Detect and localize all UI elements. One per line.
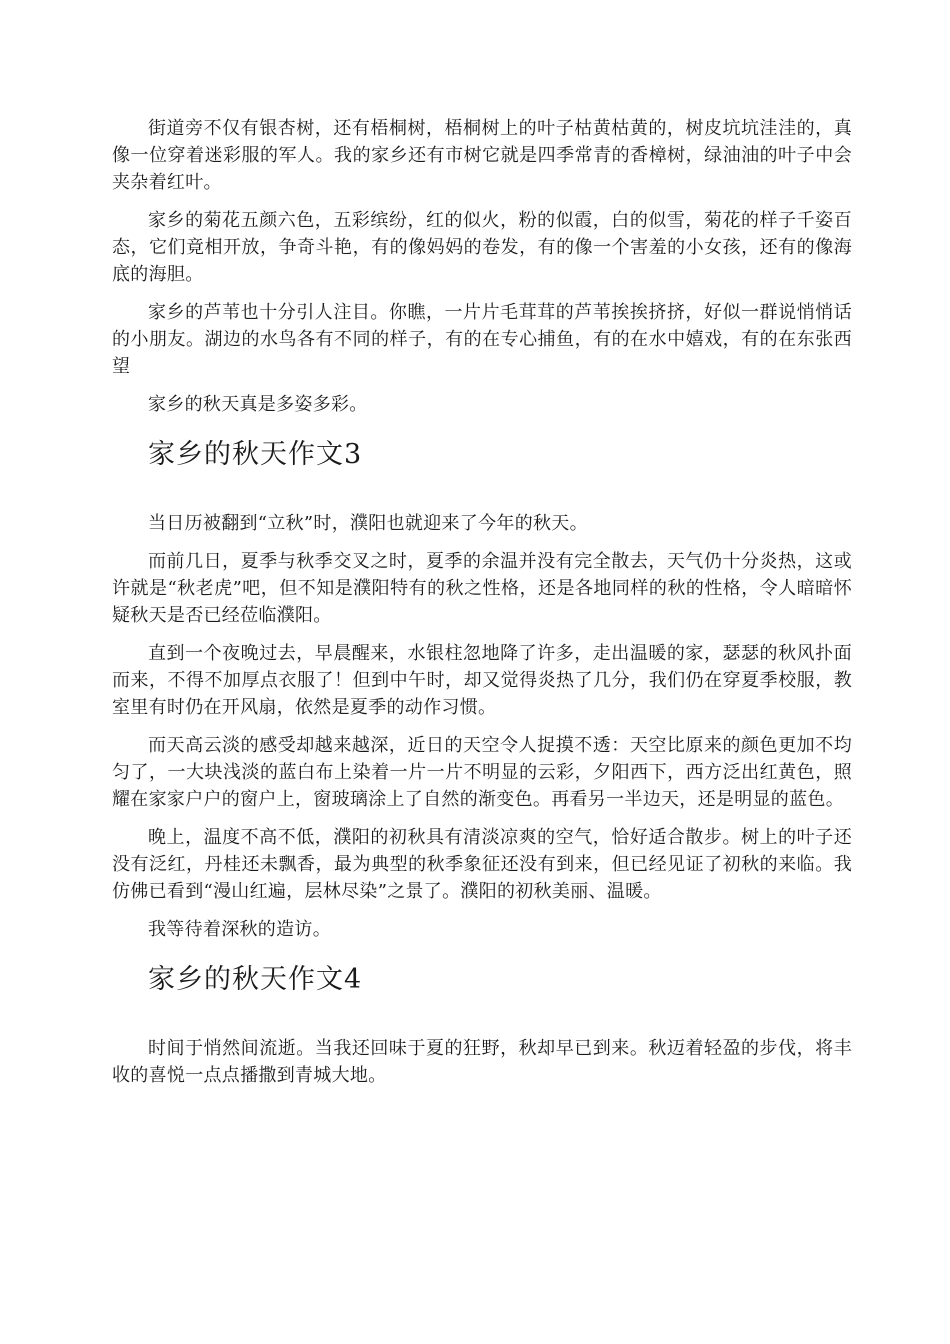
paragraph: 我等待着深秋的造访。 [148, 919, 331, 940]
paragraph: 而前几日，夏季与秋季交叉之时，夏季的余温并没有完全散去，天气仍十分炎热，这或许就是“秋老虎”吧，但不知是濮阳特有的秋之性格，还是各地同样的秋的性格，令人暗暗怀疑秋天是否已经莅临濮阳。 [112, 551, 852, 626]
document-body [112, 115, 852, 1100]
section-heading: 家乡的秋天作文3 [148, 439, 363, 470]
paragraph: 时间于悄然间流逝。当我还回味于夏的狂野，秋却早已到来。秋迈着轻盈的步伐，将丰收的喜悦一点点播撒到青城大地。 [112, 1038, 852, 1086]
paragraph: 直到一个夜晚过去，早晨醒来，水银柱忽地降了许多，走出温暖的家，瑟瑟的秋风扑面而来，不得不加厚点衣服了！但到中午时，却又觉得炎热了几分，我们仍在穿夏季校服，教室里有时仍在开风扇，依然是夏季的动作习惯。 [112, 643, 852, 718]
section-heading: 家乡的秋天作文4 [148, 964, 363, 995]
paragraph: 家乡的秋天真是多姿多彩。 [148, 394, 368, 415]
paragraph: 当日历被翻到“立秋”时，濮阳也就迎来了今年的秋天。 [148, 513, 588, 534]
paragraph: 晚上，温度不高不低，濮阳的初秋具有清淡凉爽的空气，恰好适合散步。树上的叶子还没有泛红，丹桂还未飘香，最为典型的秋季象征还没有到来，但已经见证了初秋的来临。我仿佛已看到“漫山红遍，层林尽染”之景了。濮阳的初秋美丽、温暖。 [112, 827, 852, 902]
paragraph: 家乡的芦苇也十分引人注目。你瞧，一片片毛茸茸的芦苇挨挨挤挤，好似一群说悄悄话的小朋友。湖边的水鸟各有不同的样子，有的在专心捕鱼，有的在水中嬉戏，有的在东张西望 [112, 302, 852, 377]
paragraph: 家乡的菊花五颜六色，五彩缤纷，红的似火，粉的似霞，白的似雪，菊花的样子千姿百态，它们竟相开放，争奇斗艳，有的像妈妈的卷发，有的像一个害羞的小女孩，还有的像海底的海胆。 [112, 210, 852, 285]
paragraph: 而天高云淡的感受却越来越深，近日的天空令人捉摸不透：天空比原来的颜色更加不均匀了，一大块浅淡的蓝白布上染着一片一片不明显的云彩，夕阳西下，西方泛出红黄色，照耀在家家户户的窗户上，窗玻璃涂上了自然的渐变色。再看另一半边天，还是明显的蓝色。 [112, 735, 852, 810]
paragraph: 街道旁不仅有银杏树，还有梧桐树，梧桐树上的叶子枯黄枯黄的，树皮坑坑洼洼的，真像一位穿着迷彩服的军人。我的家乡还有市树它就是四季常青的香樟树，绿油油的叶子中会夹杂着红叶。 [112, 118, 852, 193]
